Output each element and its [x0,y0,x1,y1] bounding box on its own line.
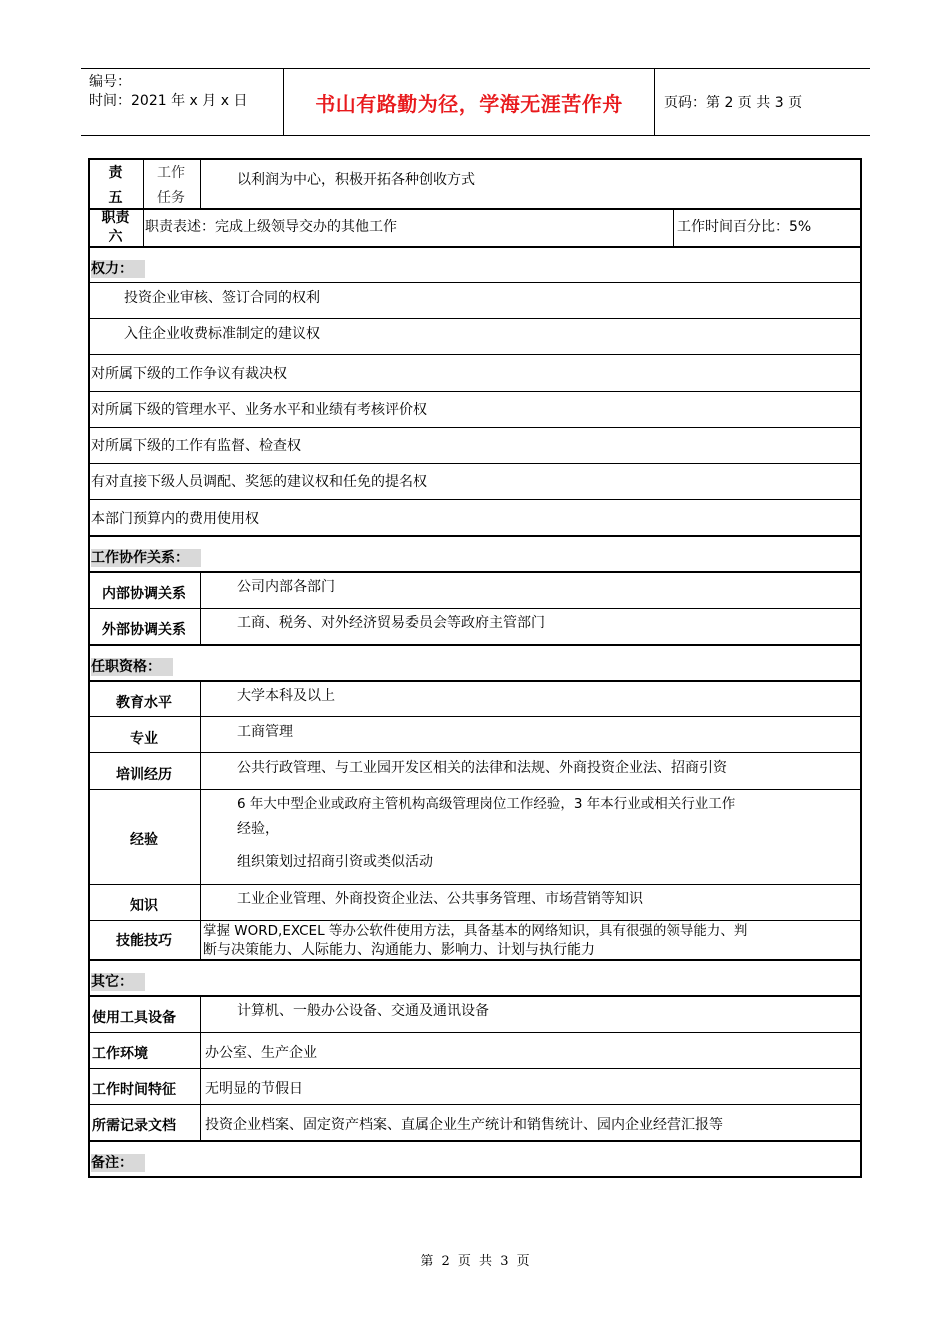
row-line [88,959,862,961]
row-line [88,1104,862,1105]
power-item: 投资企业审核、签订合同的权利 [124,290,320,306]
major-value: 工商管理 [237,724,293,740]
internal-coordination-value: 公司内部各部门 [237,579,335,595]
row-line [88,463,862,464]
external-coordination-value: 工商、税务、对外经济贸易委员会等政府主管部门 [237,615,545,631]
education-value: 大学本科及以上 [237,688,335,704]
row-line [88,716,862,717]
section-title-powers: 权力： [91,260,145,278]
col-line [143,208,144,246]
duty6-description: 职责表述：完成上级领导交办的其他工作 [145,219,397,235]
row-line [88,752,862,753]
doc-number-label: 编号： [89,74,131,90]
training-value: 公共行政管理、与工业园开发区相关的法律和法规、外商投资企业法、招商引资 [237,760,727,776]
header-divider-right [654,68,655,136]
row-line [88,920,862,921]
knowledge-label: 知识 [130,898,158,914]
duty6-label-line1: 职责 [101,210,130,226]
power-item: 有对直接下级人员调配、奖惩的建议权和任免的提名权 [91,474,427,490]
col-line [200,995,201,1140]
col-line [200,680,201,959]
row-line [88,391,862,392]
row-line [88,1176,862,1178]
skills-line1: 掌握 WORD,EXCEL 等办公软件使用方法，具备基本的网络知识，具有很强的领导能力、判 [203,923,748,939]
row-line [88,499,862,500]
row-line [88,1032,862,1033]
header-top-border [81,68,870,69]
internal-coordination-label: 内部协调关系 [102,586,186,602]
table-right-border [860,158,862,1178]
power-item: 本部门预算内的费用使用权 [91,511,259,527]
row-line [88,535,862,537]
duty5-task-label-line2: 任务 [157,190,185,206]
work-environment-value: 办公室、生产企业 [205,1045,317,1061]
row-line [88,571,862,573]
row-line [88,995,862,997]
experience-line2: 经验， [237,821,279,837]
page-number-label: 页码：第 2 页 共 3 页 [664,95,803,111]
row-line [88,208,862,210]
experience-label: 经验 [130,832,158,848]
duty5-label-line1: 责 [108,165,123,181]
major-label: 专业 [130,731,158,747]
header-bottom-border [81,135,870,136]
row-line [88,354,862,355]
row-line [88,884,862,885]
knowledge-value: 工业企业管理、外商投资企业法、公共事务管理、市场营销等知识 [237,891,643,907]
row-line [88,789,862,790]
work-time-label: 工作时间特征 [92,1082,176,1098]
row-line [88,1068,862,1069]
doc-time-label: 时间：2021 年 x 月 x 日 [89,93,248,109]
row-line [88,246,862,248]
row-line [88,282,862,283]
section-title-remarks: 备注： [91,1154,145,1172]
experience-line1: 6 年大中型企业或政府主管机构高级管理岗位工作经验，3 年本行业或相关行业工作 [237,796,736,812]
row-line [88,427,862,428]
row-line [88,608,862,609]
power-item: 对所属下级的管理水平、业务水平和业绩有考核评价权 [91,402,427,418]
col-line [673,208,674,246]
col-line [143,158,144,208]
duty5-task-value: 以利润为中心，积极开拓各种创收方式 [237,172,475,188]
duty5-label-line2: 五 [108,190,123,206]
section-title-other: 其它： [91,973,145,991]
tools-label: 使用工具设备 [92,1010,176,1026]
header-motto: 书山有路勤为径，学海无涯苦作舟 [315,92,623,116]
row-line [88,158,862,160]
duty6-time-percent: 工作时间百分比：5% [677,219,812,235]
row-line [88,1140,862,1142]
footer-page-number: 第 2 页 共 3 页 [420,1254,530,1269]
external-coordination-label: 外部协调关系 [102,622,186,638]
records-value: 投资企业档案、固定资产档案、直属企业生产统计和销售统计、园内企业经营汇报等 [205,1117,723,1133]
work-time-value: 无明显的节假日 [205,1081,303,1097]
training-label: 培训经历 [116,767,172,783]
skills-label: 技能技巧 [116,933,172,949]
power-item: 对所属下级的工作争议有裁决权 [91,366,287,382]
power-item: 入住企业收费标准制定的建议权 [124,326,320,342]
table-left-border [88,158,90,1178]
work-environment-label: 工作环境 [92,1046,148,1062]
duty5-task-label-line1: 工作 [157,165,185,181]
tools-value: 计算机、一般办公设备、交通及通讯设备 [237,1003,489,1019]
row-line [88,680,862,682]
power-item: 对所属下级的工作有监督、检查权 [91,438,301,454]
skills-line2: 断与决策能力、人际能力、沟通能力、影响力、计划与执行能力 [203,942,595,958]
duty6-label-line2: 六 [108,229,123,245]
col-line [200,571,201,644]
row-line [88,644,862,646]
section-title-qualifications: 任职资格： [91,658,173,676]
col-line [200,158,201,208]
records-label: 所需记录文档 [92,1118,176,1134]
experience-line3: 组织策划过招商引资或类似活动 [237,854,433,870]
education-label: 教育水平 [116,695,172,711]
row-line [88,318,862,319]
section-title-cooperation: 工作协作关系： [91,549,201,567]
